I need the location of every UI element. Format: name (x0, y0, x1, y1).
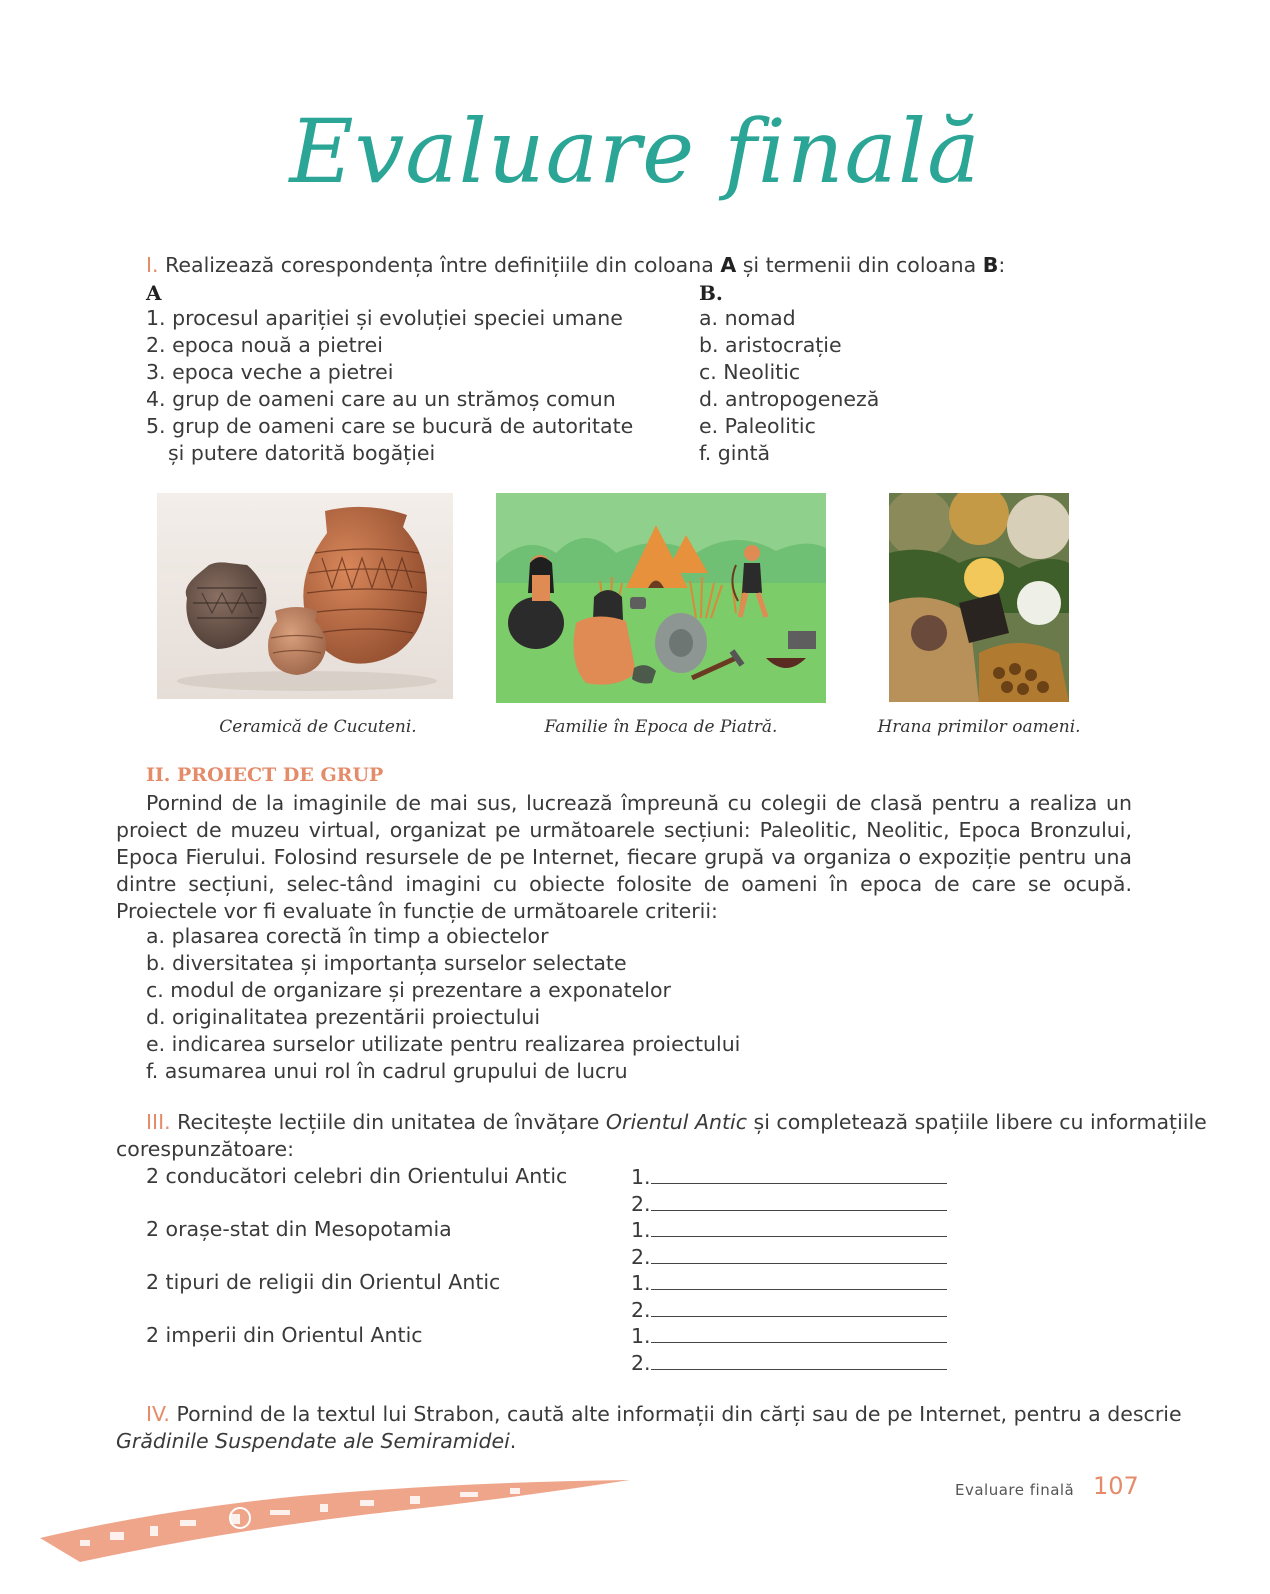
decorative-brushstroke-icon (40, 1470, 640, 1570)
answer-blank[interactable] (651, 1322, 947, 1343)
image-caption: Familie în Epoca de Piatră. (544, 717, 778, 737)
column-b-heading: B. (699, 281, 723, 305)
footer-section-label: Evaluare finală (955, 1481, 1075, 1499)
stone-age-family-image (496, 493, 826, 703)
section3-instruction: III. Recitește lecțiile din unitatea de învățare Orientul Antic și completează spațiile libere cu informațiile (146, 1110, 1207, 1134)
criteria-item: a. plasarea corectă în timp a obiectelor (146, 924, 549, 948)
fill-prompt: 2 tipuri de religii din Orientul Antic (146, 1270, 501, 1294)
answer-blank[interactable] (651, 1216, 947, 1237)
answer-blank[interactable] (651, 1243, 947, 1264)
criteria-item: c. modul de organizare și prezentare a exponatelor (146, 978, 671, 1002)
answer-line[interactable]: 2. (631, 1243, 947, 1271)
answer-line[interactable]: 2. (631, 1190, 947, 1218)
section2-paragraph: Pornind de la imaginile de mai sus, lucrează împreună cu colegii de clasă pentru a realiza un proiect de muzeu virtual, organizat pe următoarele secțiuni: Paleolitic, Neolitic, Epoca Bronzului, Epoca Fierului. Folosind resursele de pe Internet, fiecare grupă va organiza o expoziție pentru una dintre secțiuni, selec-tând imagini cu obiecte folosite de oameni în epoca de care se ocupă. Proiectele vor fi evaluate în funcție de următoarele criterii: (116, 791, 1132, 923)
criteria-list (146, 923, 740, 1085)
answer-blank[interactable] (651, 1349, 947, 1370)
answer-line[interactable]: 1. (631, 1163, 947, 1191)
footer-ornament (40, 1470, 640, 1570)
answer-line[interactable]: 1. (631, 1216, 947, 1244)
section2-heading: II. PROIECT DE GRUP (146, 764, 384, 786)
column-a-heading: A (146, 281, 162, 305)
section4-instruction-cont: Grădinile Suspendate ale Semiramidei. (116, 1429, 517, 1453)
column-b-item: c. Neolitic (699, 360, 801, 384)
criteria-item: d. originalitatea prezentării proiectului (146, 1005, 541, 1029)
answer-blank[interactable] (651, 1296, 947, 1317)
page-title: Evaluare finală (289, 100, 981, 203)
early-food-image (889, 493, 1069, 702)
column-a-item: 2. epoca nouă a pietrei (146, 333, 383, 357)
page-number: 107 (1093, 1472, 1139, 1500)
early-food-illustration (889, 493, 1069, 702)
column-b-item: d. antropogeneză (699, 387, 880, 411)
answer-line[interactable]: 2. (631, 1349, 947, 1377)
answer-blank[interactable] (651, 1269, 947, 1290)
stone-age-family-illustration (496, 493, 826, 703)
fill-prompt: 2 imperii din Orientul Antic (146, 1323, 423, 1347)
section1-number: I. (146, 253, 159, 277)
ceramics-image (157, 493, 453, 699)
answer-line[interactable]: 1. (631, 1322, 947, 1350)
section3-number: III. (146, 1110, 171, 1134)
column-a-list (146, 305, 633, 467)
answer-line[interactable]: 2. (631, 1296, 947, 1324)
answer-line[interactable]: 1. (631, 1269, 947, 1297)
column-a-item: 4. grup de oameni care au un strămoș comun (146, 387, 616, 411)
section1-instruction: I. Realizează corespondența între definițiile din coloana A și termenii din coloana B: (146, 253, 1006, 277)
fill-prompt: 2 orașe-stat din Mesopotamia (146, 1217, 452, 1241)
column-b-item: e. Paleolitic (699, 414, 816, 438)
column-a-item: 5. grup de oameni care se bucură de autoritate (146, 414, 634, 438)
column-a-item: 3. epoca veche a pietrei (146, 360, 394, 384)
column-a-item: și putere datorită bogăției (168, 441, 436, 465)
answer-blank[interactable] (651, 1163, 947, 1184)
column-b-item: a. nomad (699, 306, 796, 330)
column-b-item: b. aristocrație (699, 333, 842, 357)
fill-prompt: 2 conducători celebri din Orientului Antic (146, 1164, 568, 1188)
image-caption: Hrana primilor oameni. (877, 717, 1081, 737)
criteria-item: e. indicarea surselor utilizate pentru realizarea proiectului (146, 1032, 741, 1056)
criteria-item: b. diversitatea și importanța surselor selectate (146, 951, 627, 975)
column-b-item: f. gintă (699, 441, 771, 465)
criteria-item: f. asumarea unui rol în cadrul grupului de lucru (146, 1059, 628, 1083)
section4-instruction: IV. Pornind de la textul lui Strabon, caută alte informații din cărți sau de pe Internet, pentru a descrie (146, 1402, 1182, 1426)
image-caption: Ceramică de Cucuteni. (219, 717, 417, 737)
column-a-item: 1. procesul apariției și evoluției speciei umane (146, 306, 623, 330)
ceramics-illustration (157, 493, 453, 699)
section4-number: IV. (146, 1402, 170, 1426)
answer-blank[interactable] (651, 1190, 947, 1211)
column-b-list (699, 305, 879, 467)
section3-instruction-cont: corespunzătoare: (116, 1137, 295, 1161)
